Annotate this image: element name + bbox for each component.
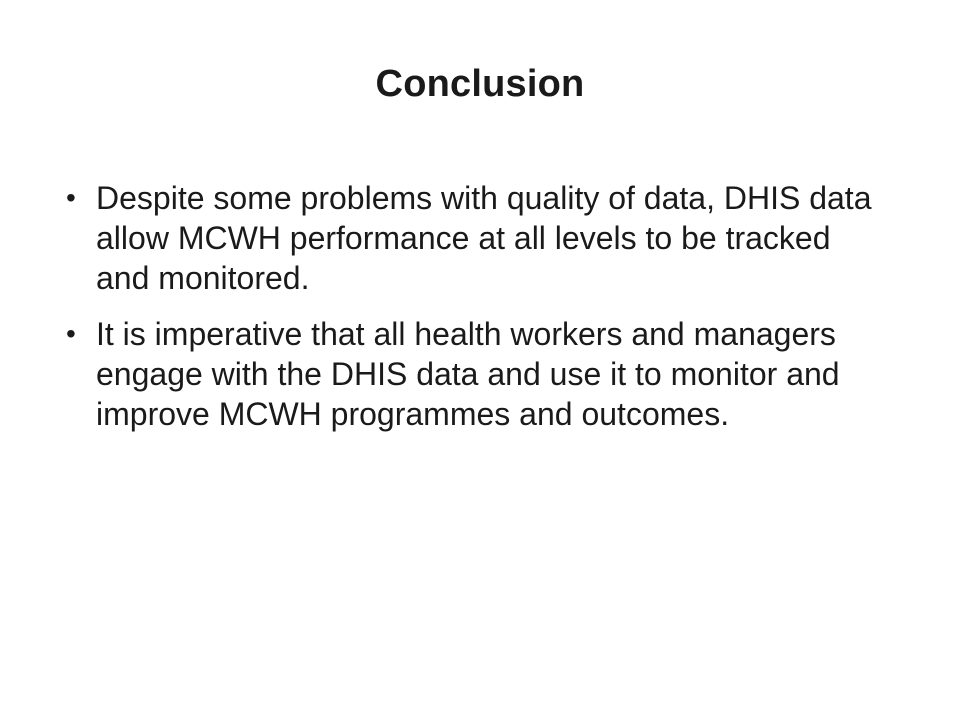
- bullet-item: [66, 314, 886, 434]
- bullet-item: [66, 178, 886, 298]
- bullet-icon: •: [66, 182, 76, 213]
- bullet-text: It is imperative that all health workers and managers engage with the DHIS data and use it to monitor and improve MCWH programmes and outcomes.: [96, 316, 840, 432]
- slide-title: Conclusion: [375, 63, 585, 105]
- bullet-list: [66, 178, 886, 450]
- bullet-text: Despite some problems with quality of data, DHIS data allow MCWH performance at all levels to be tracked and monitored.: [96, 180, 872, 296]
- bullet-icon: •: [66, 318, 76, 349]
